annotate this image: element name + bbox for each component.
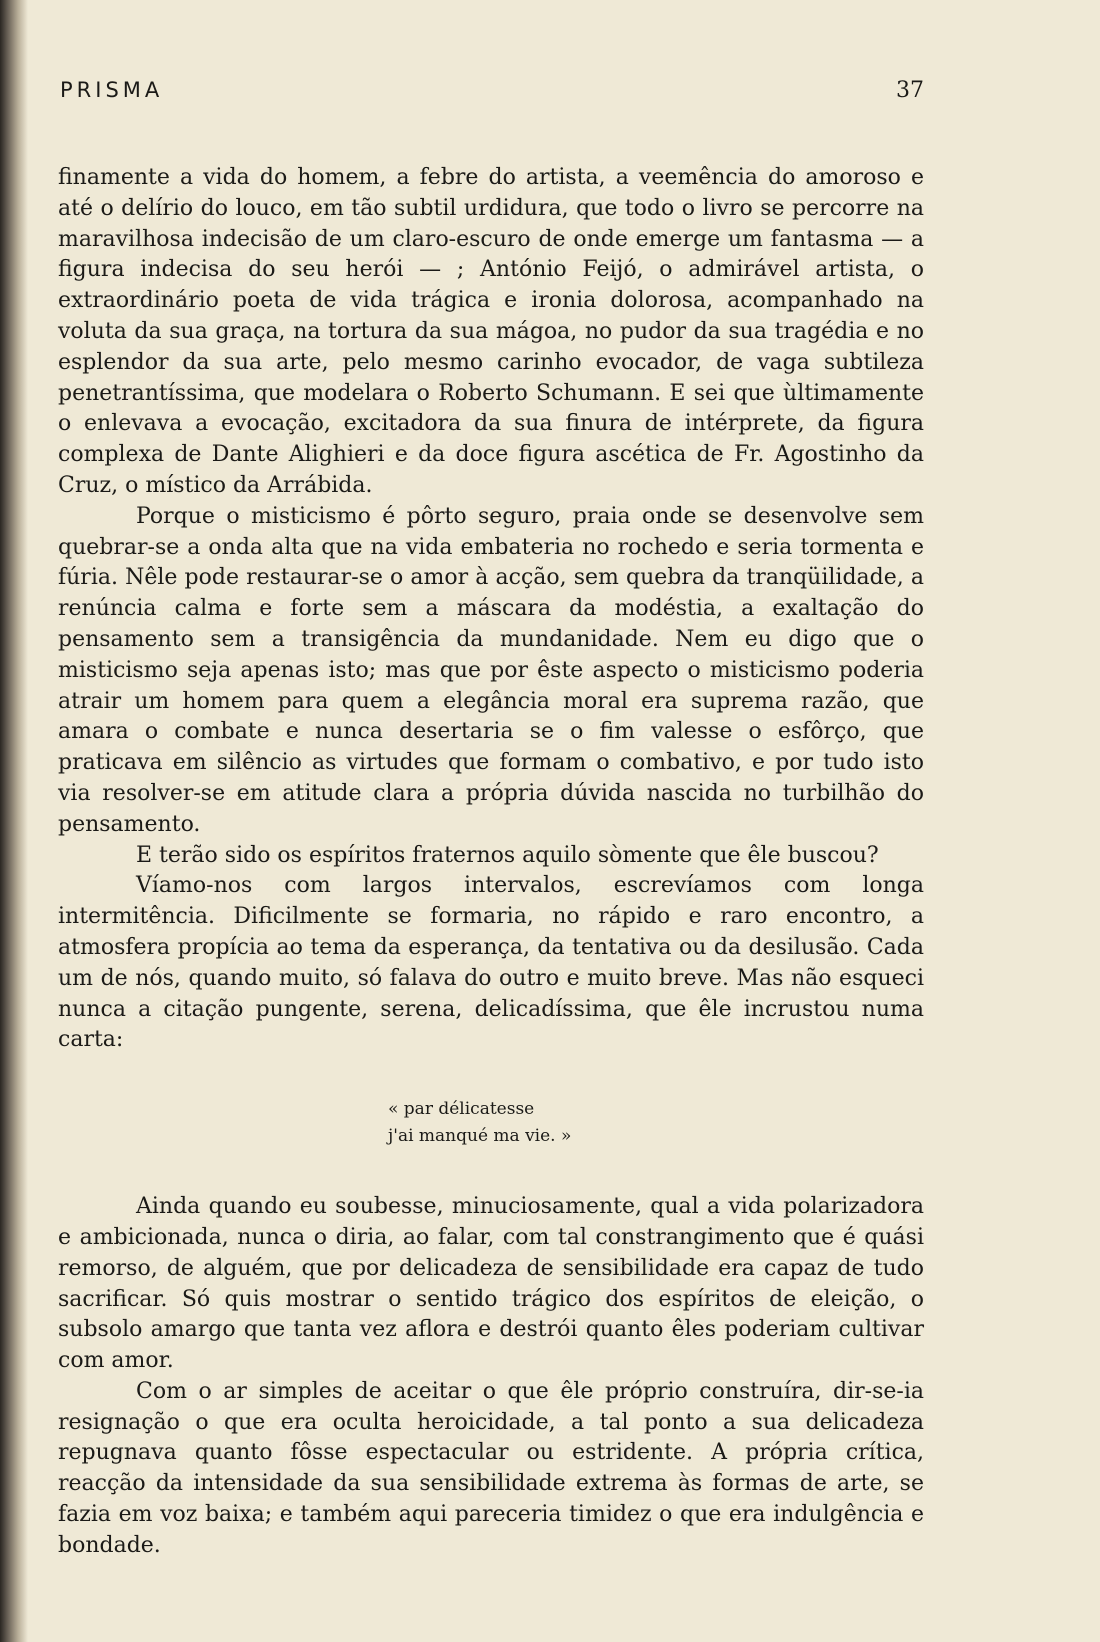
paragraph: E terão sido os espíritos fraternos aquilo sòmente que êle buscou? <box>136 842 879 868</box>
paragraph: Porque o misticismo é pôrto seguro, praia onde se desenvolve sem quebrar-se a onda alta que na vida embateria no rochedo e seria tormenta e fúria. Nêle pode restaurar-se o amor à acção, sem quebra da tranqüilidade, a renúncia calma e forte sem a máscara da modéstia, a exaltação do pensamento sem a transigência da mundanidade. Nem eu digo que o misticismo seja apenas isto; mas que por êste aspecto o misticismo poderia atrair um homem para quem a elegância moral era suprema razão, que amara o combate e nunca desertaria se o fim valesse o esfôrço, que praticava em silêncio as virtudes que formam o combativo, e por tudo isto via resolver-se em atitude clara a própria dúvida nascida no turbilhão do pensamento. <box>58 503 924 837</box>
paragraph: Ainda quando eu soubesse, minuciosamente, qual a vida polarizadora e ambicionada, nunca o diria, ao falar, com tal constrangimento que é quási remorso, de alguém, que por delicadeza de sensibilidade era capaz de tudo sacrificar. Só quis mostrar o sentido trágico dos espíritos de eleição, o subsolo amargo que tanta vez aflora e destrói quanto êles poderiam cultivar com amor. <box>58 1194 924 1374</box>
page-number: 37 <box>896 78 924 103</box>
quote-line: « par délicatesse <box>388 1099 535 1120</box>
page-binding-shadow <box>0 0 28 1642</box>
running-head <box>60 78 924 108</box>
paragraph: Víamo-nos com largos intervalos, escrevíamos com longa intermitência. Dificilmente se formaria, no rápido e raro encontro, a atmosfera propícia ao tema da esperança, da tentativa ou da desilusão. Cada um de nós, quando muito, só falava do outro e muito breve. Mas não esqueci nunca a citação pungente, serena, delicadíssima, que êle incrustou numa carta: <box>58 873 924 1053</box>
paragraph-continued: finamente a vida do homem, a febre do artista, a veemência do amoroso e até o delírio do louco, em tão subtil urdidura, que todo o livro se percorre na maravilhosa indecisão de um claro-escuro de onde emerge um fantasma — a figura indecisa do seu herói — ; António Feijó, o admirável artista, o extraordinário poeta de vida trágica e ironia dolorosa, acompanhado na voluta da sua graça, na tortura da sua mágoa, no pudor da sua tragédia e no esplendor da sua arte, pelo mesmo carinho evocador, de vaga subtileza penetrantíssima, que modelara o Roberto Schumann. E sei que ùltimamente o enlevava a evocação, excitadora da sua finura de intérprete, da figura complexa de Dante Alighieri e da doce figura ascética de Fr. Agostinho da Cruz, o místico da Arrábida. <box>58 165 924 498</box>
page <box>58 0 924 1642</box>
journal-title: PRISMA <box>60 78 164 102</box>
block-quote <box>58 1096 924 1150</box>
quote-line: j'ai manqué ma vie. » <box>388 1126 572 1147</box>
paragraph: Com o ar simples de aceitar o que êle próprio construíra, dir-se-ia resignação o que era oculta heroicidade, a tal ponto a sua delicadeza repugnava quanto fôsse espectacular ou estridente. A própria crítica, reacção da intensidade da sua sensibilidade extrema às formas de arte, se fazia em voz baixa; e também aqui pareceria timidez o que era indulgência e bondade. <box>58 1378 924 1558</box>
body-text <box>58 163 924 1562</box>
